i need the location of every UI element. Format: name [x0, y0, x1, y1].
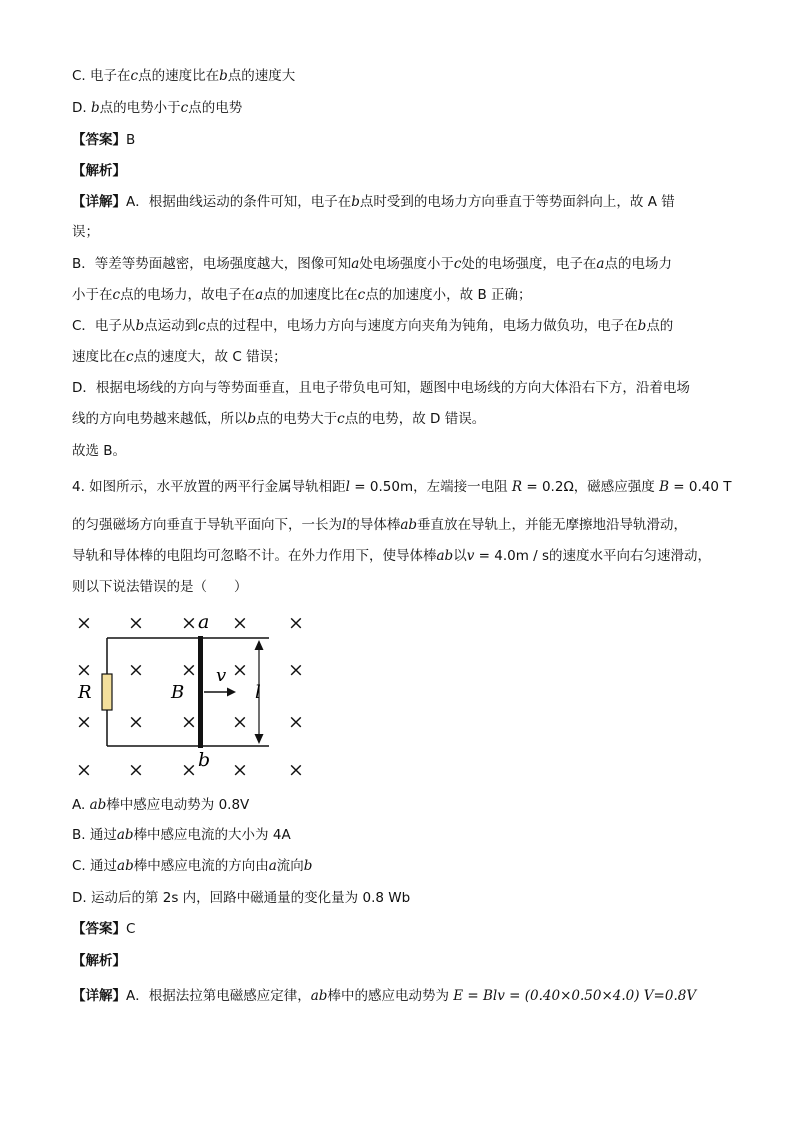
field-cross: ×	[128, 759, 144, 781]
analysis-title-prev: 【解析】	[72, 163, 126, 179]
length-arrowhead-down	[255, 734, 264, 744]
field-cross: ×	[288, 759, 304, 781]
option-c-prev: C. 电子在c点的速度比在b点的速度大	[72, 68, 296, 84]
field-cross: ×	[232, 711, 248, 733]
field-cross: ×	[181, 659, 197, 681]
question-line4: 则以下说法错误的是（ ）	[72, 579, 248, 595]
explanation-b-line2: 小于在c点的电场力，故电子在a点的加速度比在c点的加速度小，故 B 正确；	[72, 287, 532, 303]
field-cross: ×	[288, 659, 304, 681]
analysis-title: 【解析】	[72, 953, 126, 969]
explanation-line1: 【详解】A．根据法拉第电磁感应定律，ab棒中的感应电动势为 E = Blv = (0.40×0.50×4.0) V=0.8V	[72, 988, 697, 1004]
label-v: v	[216, 665, 227, 686]
conductor-rod-ab	[198, 636, 203, 748]
field-cross: ×	[232, 612, 248, 634]
option-d-prev: D. b点的电势小于c点的电势	[72, 100, 243, 116]
field-cross: ×	[181, 711, 197, 733]
rail-circuit-figure	[66, 604, 316, 784]
option-d: D. 运动后的第 2s 内，回路中磁通量的变化量为 0.8 Wb	[72, 890, 411, 906]
field-cross: ×	[76, 659, 92, 681]
label-l: l	[255, 682, 261, 703]
explanation-d-line2: 线的方向电势越来越低，所以b点的电势大于c点的电势，故 D 错误。	[72, 411, 486, 427]
option-b: B. 通过ab棒中感应电流的大小为 4A	[72, 827, 291, 843]
question-line3: 导轨和导体棒的电阻均可忽略不计。在外力作用下，使导体棒ab以v = 4.0m / s的速度水平向右匀速滑动，	[72, 548, 712, 564]
answer-prev: 【答案】B	[72, 132, 136, 148]
field-cross: ×	[232, 659, 248, 681]
field-cross: ×	[76, 612, 92, 634]
length-arrowhead-up	[255, 640, 264, 650]
field-cross: ×	[128, 711, 144, 733]
label-a: a	[198, 611, 210, 633]
explanation-c-line2: 速度比在c点的速度大，故 C 错误；	[72, 349, 287, 365]
choose-line-prev: 故选 B。	[72, 443, 127, 459]
answer: 【答案】C	[72, 921, 136, 937]
question-line1: 4. 如图所示，水平放置的两平行金属导轨相距l = 0.50m，左端接一电阻 R = 0.2Ω，磁感应强度 B = 0.40 T	[72, 479, 732, 495]
field-cross: ×	[76, 759, 92, 781]
label-R: R	[78, 682, 92, 703]
resistor	[102, 674, 112, 710]
velocity-arrowhead	[227, 688, 236, 697]
label-b: b	[198, 749, 211, 771]
field-cross: ×	[288, 711, 304, 733]
field-cross: ×	[232, 759, 248, 781]
explanation-d-line1: D．根据电场线的方向与等势面垂直，且电子带负电可知，题图中电场线的方向大体沿右下方，沿着电场	[72, 380, 690, 396]
option-a: A. ab棒中感应电动势为 0.8V	[72, 797, 250, 813]
label-B: B	[171, 682, 185, 703]
explanation-a-line1: 【详解】A．根据曲线运动的条件可知，电子在b点时受到的电场力方向垂直于等势面斜向上，故 A 错	[72, 194, 675, 210]
option-c: C. 通过ab棒中感应电流的方向由a流向b	[72, 858, 313, 874]
explanation-b-line1: B．等差等势面越密，电场强度越大，图像可知a处电场强度小于c处的电场强度，电子在a点的电场力	[72, 256, 672, 272]
field-cross: ×	[128, 612, 144, 634]
question-line2: 的匀强磁场方向垂直于导轨平面向下，一长为l的导体棒ab垂直放在导轨上，并能无摩擦地沿导轨滑动，	[72, 517, 688, 533]
field-cross: ×	[76, 711, 92, 733]
field-cross: ×	[181, 612, 197, 634]
field-cross: ×	[128, 659, 144, 681]
explanation-a-line2: 误；	[72, 224, 99, 240]
explanation-c-line1: C．电子从b点运动到c点的过程中，电场力方向与速度方向夹角为钝角，电场力做负功，电子在b点的	[72, 318, 674, 334]
field-cross: ×	[181, 759, 197, 781]
field-cross: ×	[288, 612, 304, 634]
